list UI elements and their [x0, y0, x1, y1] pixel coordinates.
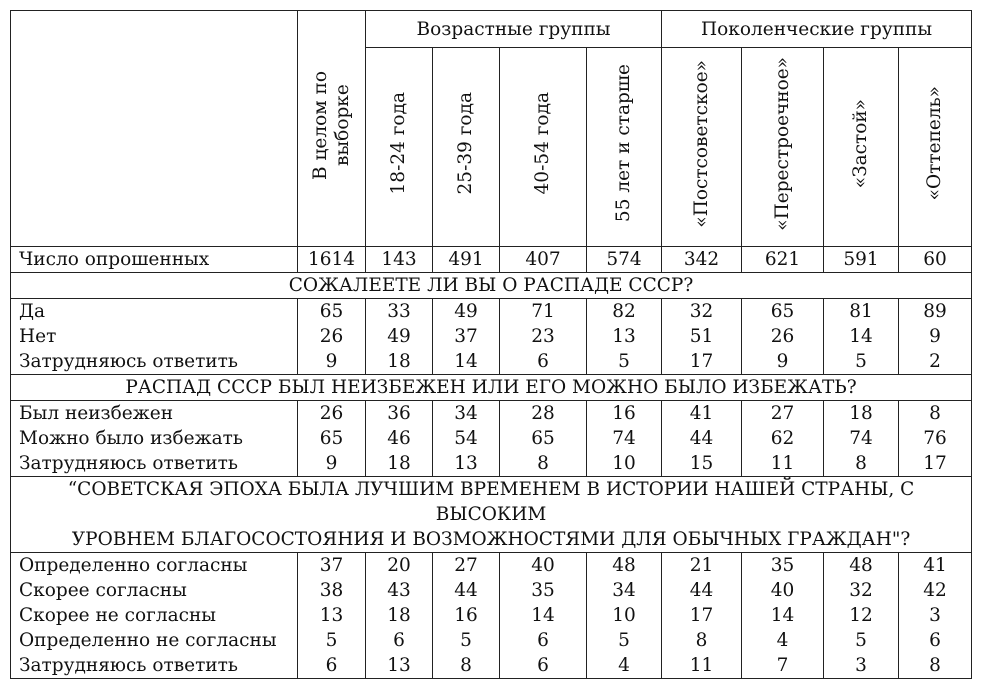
cell: 65 — [298, 299, 366, 325]
cell: 591 — [824, 247, 899, 273]
section-title-regret: СОЖАЛЕЕТЕ ЛИ ВЫ О РАСПАДЕ СССР? — [11, 273, 972, 299]
table-row — [11, 578, 972, 603]
cell: 14 — [500, 603, 587, 628]
cell: 342 — [662, 247, 742, 273]
cell: 14 — [433, 349, 500, 375]
cell: 60 — [899, 247, 972, 273]
cell: 40 — [742, 578, 824, 603]
section-title-line: “СОВЕТСКАЯ ЭПОХА БЫЛА ЛУЧШИМ ВРЕМЕНЕМ В ИСТОРИИ НАШЕЙ СТРАНЫ, С ВЫСОКИМ — [67, 479, 915, 525]
cell: 8 — [500, 451, 587, 477]
cell: 26 — [298, 401, 366, 427]
cell: 37 — [298, 553, 366, 579]
cell: 9 — [298, 349, 366, 375]
cell: 34 — [587, 578, 662, 603]
row-label: Скорее согласны — [11, 578, 298, 603]
cell: 51 — [662, 324, 742, 349]
table-row — [11, 299, 972, 325]
cell: 21 — [662, 553, 742, 579]
cell: 574 — [587, 247, 662, 273]
cell: 6 — [298, 653, 366, 679]
cell: 6 — [899, 628, 972, 653]
cell: 40 — [500, 553, 587, 579]
cell: 17 — [899, 451, 972, 477]
cell: 14 — [824, 324, 899, 349]
table-row — [11, 426, 972, 451]
table-row — [11, 451, 972, 477]
cell: 2 — [899, 349, 972, 375]
row-label: Определенно согласны — [11, 553, 298, 579]
row-label: Можно было избежать — [11, 426, 298, 451]
cell: 18 — [366, 349, 433, 375]
cell: 8 — [824, 451, 899, 477]
cell: 28 — [500, 401, 587, 427]
header-col-18-24: 18-24 года — [366, 48, 433, 247]
cell: 3 — [899, 603, 972, 628]
header-empty-cell — [11, 11, 298, 247]
cell: 11 — [662, 653, 742, 679]
cell: 89 — [899, 299, 972, 325]
cell: 13 — [366, 653, 433, 679]
row-label: Скорее не согласны — [11, 603, 298, 628]
header-col-perestroika: «Перестроечное» — [742, 48, 824, 247]
row-label: Да — [11, 299, 298, 325]
cell: 38 — [298, 578, 366, 603]
table-row — [11, 628, 972, 653]
cell: 6 — [500, 653, 587, 679]
cell: 143 — [366, 247, 433, 273]
cell: 5 — [587, 628, 662, 653]
cell: 14 — [742, 603, 824, 628]
cell: 76 — [899, 426, 972, 451]
header-col-postsoviet: «Постсоветское» — [662, 48, 742, 247]
cell: 49 — [433, 299, 500, 325]
cell: 5 — [824, 349, 899, 375]
cell: 48 — [587, 553, 662, 579]
cell: 5 — [433, 628, 500, 653]
header-col-thaw: «Оттепель» — [899, 48, 972, 247]
cell: 42 — [899, 578, 972, 603]
row-label: Затрудняюсь ответить — [11, 349, 298, 375]
respondents-row — [11, 247, 972, 273]
cell: 4 — [742, 628, 824, 653]
cell: 13 — [298, 603, 366, 628]
cell: 71 — [500, 299, 587, 325]
row-label: Затрудняюсь ответить — [11, 653, 298, 679]
cell: 32 — [662, 299, 742, 325]
cell: 6 — [366, 628, 433, 653]
cell: 5 — [824, 628, 899, 653]
row-label: Число опрошенных — [11, 247, 298, 273]
table-row — [11, 603, 972, 628]
header-age-groups: Возрастные группы — [366, 11, 662, 48]
cell: 41 — [662, 401, 742, 427]
header-overall: В целом по выборке — [298, 11, 366, 247]
cell: 11 — [742, 451, 824, 477]
cell: 17 — [662, 603, 742, 628]
row-label: Был неизбежен — [11, 401, 298, 427]
cell: 26 — [742, 324, 824, 349]
cell: 49 — [366, 324, 433, 349]
cell: 4 — [587, 653, 662, 679]
cell: 6 — [500, 349, 587, 375]
cell: 10 — [587, 603, 662, 628]
header-col-25-39: 25-39 года — [433, 48, 500, 247]
survey-table — [10, 10, 972, 679]
cell: 10 — [587, 451, 662, 477]
section-title-line: УРОВНЕМ БЛАГОСОСТОЯНИЯ И ВОЗМОЖНОСТЯМИ ДЛЯ ОБЫЧНЫХ ГРАЖДАН"? — [71, 529, 911, 550]
cell: 13 — [587, 324, 662, 349]
cell: 65 — [742, 299, 824, 325]
cell: 8 — [899, 401, 972, 427]
cell: 46 — [366, 426, 433, 451]
table-row — [11, 324, 972, 349]
cell: 44 — [662, 426, 742, 451]
table-row — [11, 553, 972, 579]
cell: 8 — [433, 653, 500, 679]
row-label: Затрудняюсь ответить — [11, 451, 298, 477]
cell: 35 — [500, 578, 587, 603]
cell: 43 — [366, 578, 433, 603]
cell: 35 — [742, 553, 824, 579]
cell: 37 — [433, 324, 500, 349]
section-title-soviet-era — [11, 477, 972, 553]
cell: 3 — [824, 653, 899, 679]
cell: 407 — [500, 247, 587, 273]
cell: 54 — [433, 426, 500, 451]
cell: 18 — [366, 603, 433, 628]
cell: 7 — [742, 653, 824, 679]
cell: 82 — [587, 299, 662, 325]
cell: 16 — [433, 603, 500, 628]
cell: 27 — [433, 553, 500, 579]
cell: 9 — [899, 324, 972, 349]
cell: 32 — [824, 578, 899, 603]
header-col-55-plus: 55 лет и старше — [587, 48, 662, 247]
cell: 16 — [587, 401, 662, 427]
cell: 621 — [742, 247, 824, 273]
cell: 74 — [587, 426, 662, 451]
cell: 6 — [500, 628, 587, 653]
cell: 62 — [742, 426, 824, 451]
cell: 13 — [433, 451, 500, 477]
cell: 18 — [824, 401, 899, 427]
cell: 8 — [899, 653, 972, 679]
cell: 5 — [298, 628, 366, 653]
header-col-stagnation: «Застой» — [824, 48, 899, 247]
section-title-inevitable: РАСПАД СССР БЫЛ НЕИЗБЕЖЕН ИЛИ ЕГО МОЖНО БЫЛО ИЗБЕЖАТЬ? — [11, 375, 972, 401]
cell: 15 — [662, 451, 742, 477]
cell: 9 — [742, 349, 824, 375]
cell: 65 — [298, 426, 366, 451]
row-label: Определенно не согласны — [11, 628, 298, 653]
cell: 27 — [742, 401, 824, 427]
header-generation-groups: Поколенческие группы — [662, 11, 972, 48]
cell: 33 — [366, 299, 433, 325]
cell: 20 — [366, 553, 433, 579]
cell: 74 — [824, 426, 899, 451]
cell: 17 — [662, 349, 742, 375]
cell: 23 — [500, 324, 587, 349]
cell: 36 — [366, 401, 433, 427]
cell: 5 — [587, 349, 662, 375]
header-col-40-54: 40-54 года — [500, 48, 587, 247]
cell: 34 — [433, 401, 500, 427]
cell: 26 — [298, 324, 366, 349]
cell: 41 — [899, 553, 972, 579]
cell: 1614 — [298, 247, 366, 273]
cell: 48 — [824, 553, 899, 579]
cell: 44 — [433, 578, 500, 603]
cell: 491 — [433, 247, 500, 273]
cell: 65 — [500, 426, 587, 451]
cell: 81 — [824, 299, 899, 325]
cell: 18 — [366, 451, 433, 477]
cell: 44 — [662, 578, 742, 603]
table-row — [11, 401, 972, 427]
cell: 9 — [298, 451, 366, 477]
row-label: Нет — [11, 324, 298, 349]
cell: 12 — [824, 603, 899, 628]
cell: 8 — [662, 628, 742, 653]
table-row — [11, 349, 972, 375]
